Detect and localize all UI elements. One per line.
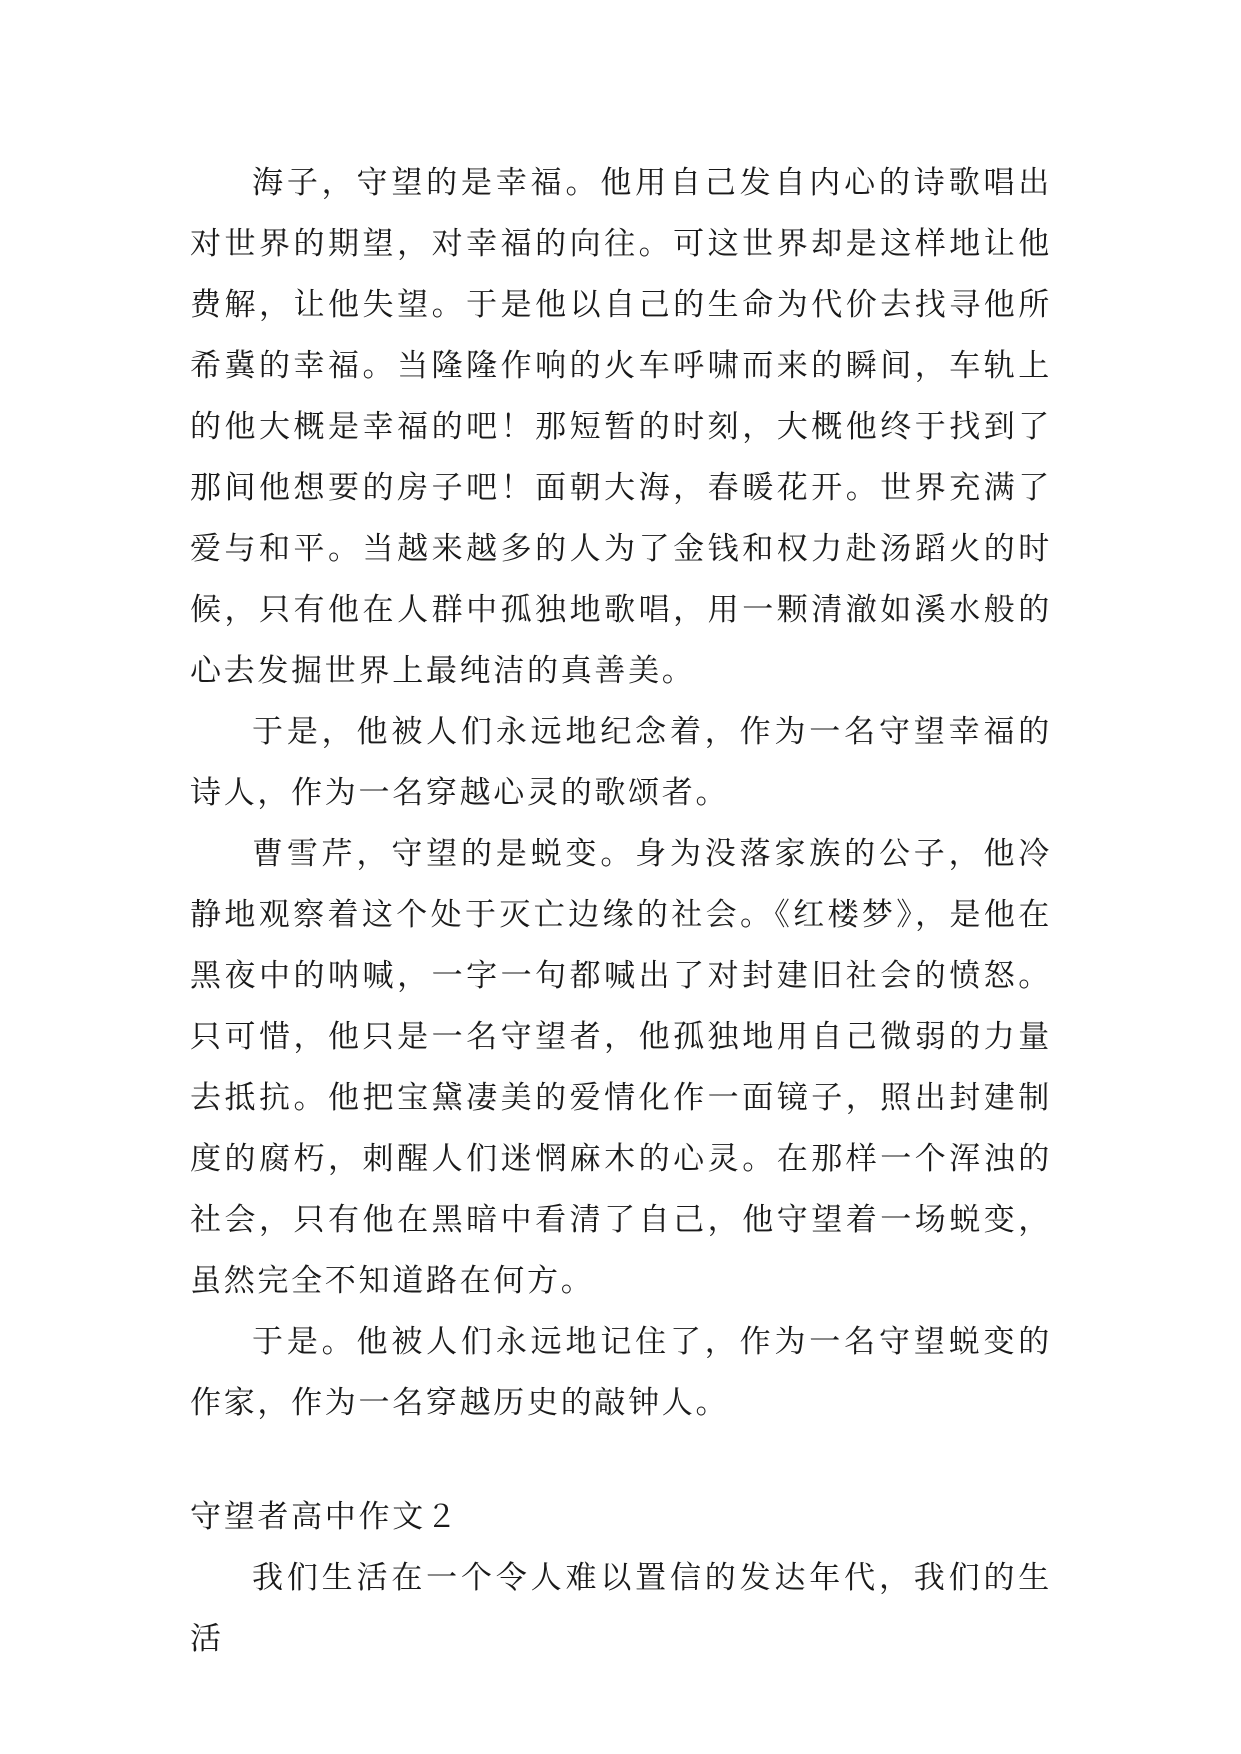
paragraph-cao-xueqin-conclusion: 于是。他被人们永远地记住了，作为一名守望蜕变的作家，作为一名穿越历史的敲钟人。 bbox=[190, 1324, 1052, 1421]
document-page bbox=[190, 153, 1052, 1670]
paragraph-cao-xueqin: 曹雪芹，守望的是蜕变。身为没落家族的公子，他冷静地观察着这个处于灭亡边缘的社会。《红楼梦》，是他在黑夜中的呐喊，一字一句都喊出了对封建旧社会的愤怒。只可惜，他只是一名守望者，他孤独地用自己微弱的力量去抵抗。他把宝黛凄美的爱情化作一面镜子，照出封建制度的腐朽，刺醒人们迷惘麻木的心灵。在那样一个浑浊的社会，只有他在黑暗中看清了自己，他守望着一场蜕变，虽然完全不知道路在何方。 bbox=[190, 836, 1052, 1299]
paragraph-haizi: 海子，守望的是幸福。他用自己发自内心的诗歌唱出对世界的期望，对幸福的向往。可这世界却是这样地让他费解，让他失望。于是他以自己的生命为代价去找寻他所希冀的幸福。当隆隆作响的火车呼啸而来的瞬间，车轨上的他大概是幸福的吧！那短暂的时刻，大概他终于找到了那间他想要的房子吧！面朝大海，春暖花开。世界充满了爱与和平。当越来越多的人为了金钱和权力赴汤蹈火的时候，只有他在人群中孤独地歌唱，用一颗清澈如溪水般的心去发掘世界上最纯洁的真善美。 bbox=[190, 165, 1052, 689]
paragraph-essay-2-opening: 我们生活在一个令人难以置信的发达年代，我们的生活 bbox=[190, 1560, 1052, 1657]
paragraph-haizi-conclusion: 于是，他被人们永远地纪念着，作为一名守望幸福的诗人，作为一名穿越心灵的歌颂者。 bbox=[190, 714, 1052, 811]
essay-heading: 守望者高中作文２ bbox=[190, 1499, 460, 1535]
